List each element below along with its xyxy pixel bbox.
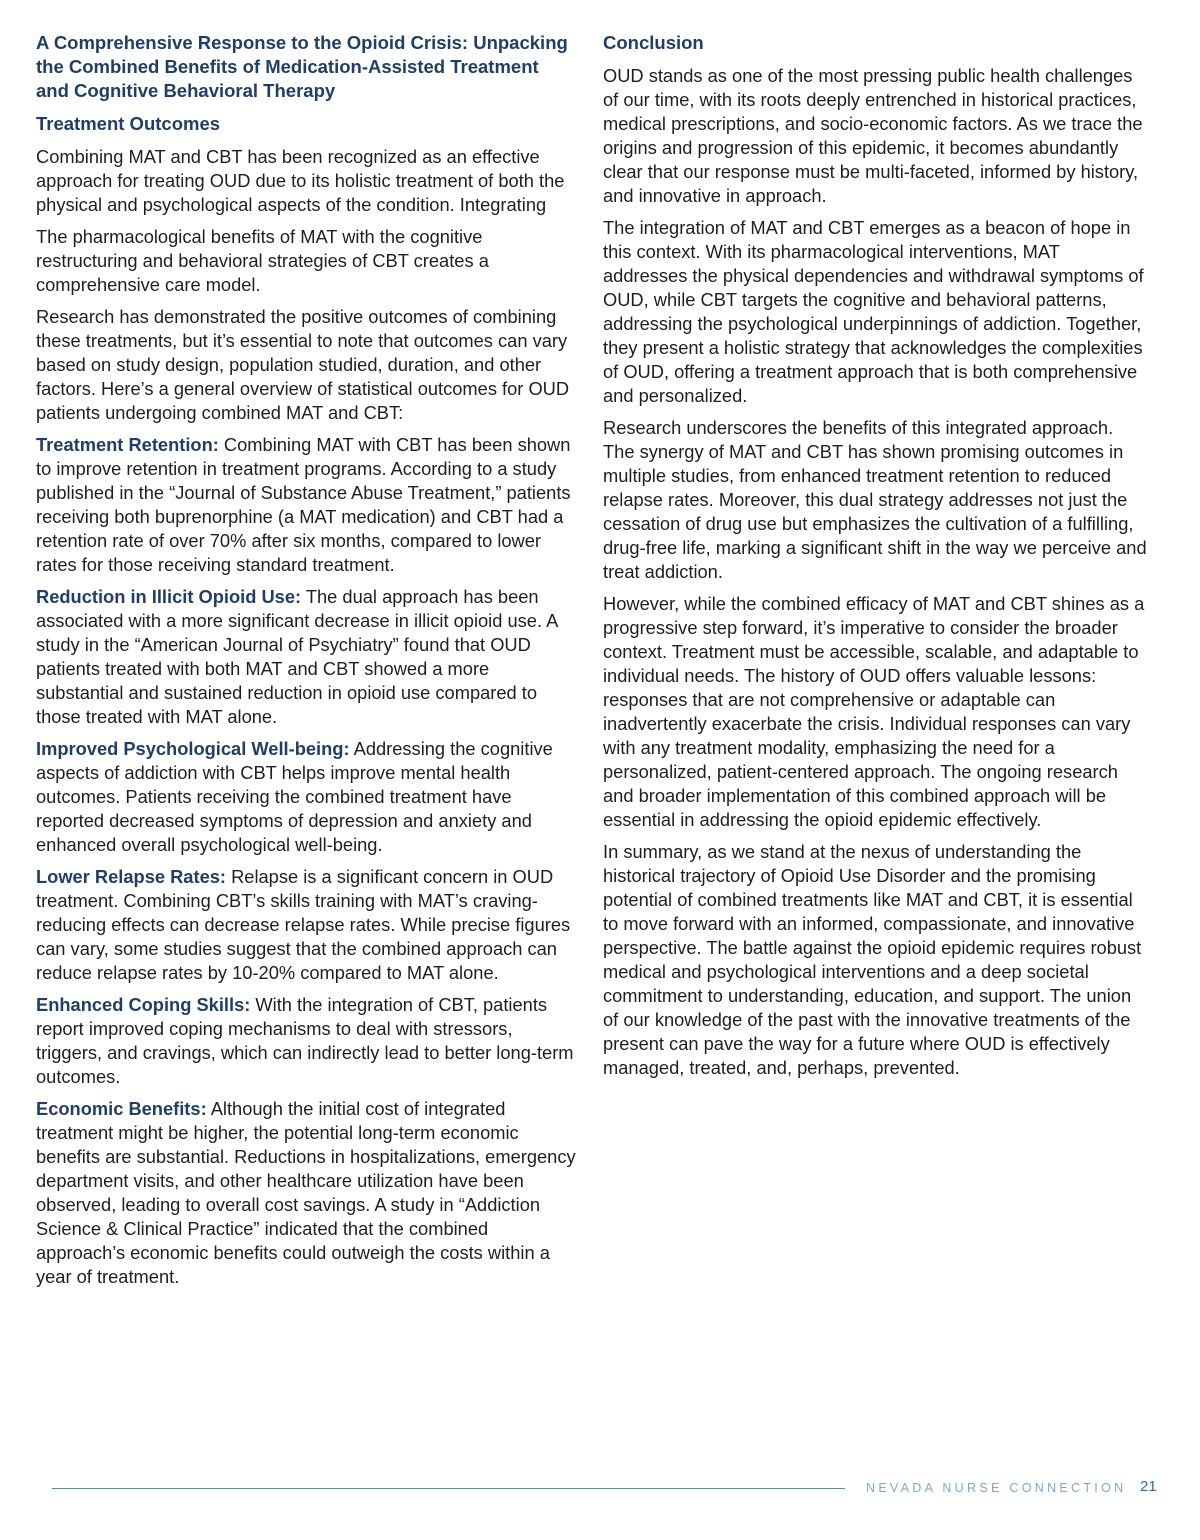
conclusion-paragraph: The integration of MAT and CBT emerges as a beacon of hope in this context. With its pharmacological interventions, MAT addresses the physical dependencies and withdrawal symptoms of OUD, while CBT targets the cognitive and behavioral patterns, addressing the psychological underpinnings of addiction. Together, they present a holistic strategy that acknowledges the complexities of OUD, offering a treatment approach that is both comprehensive and personalized. [603,217,1144,406]
footer-rule [52,1488,845,1489]
outcome-economic-benefits [36,1097,576,1289]
treatment-outcomes-heading: Treatment Outcomes [36,113,221,134]
article-title: A Comprehensive Response to the Opioid Crisis: Unpacking the Combined Benefits of Medication-Assisted Treatment and Cognitive Behavioral Therapy [36,32,568,101]
outcome-lead: Treatment Retention: [36,434,219,455]
outcome-reduction-illicit-opioid-use [36,585,576,729]
outcome-lead: Enhanced Coping Skills: [36,994,251,1015]
intro-paragraph: Research has demonstrated the positive outcomes of combining these treatments, but it’s essential to note that outcomes can vary based on study design, population studied, duration, and other factors. Here’s a general overview of statistical outcomes for OUD patients undergoing combined MAT and CBT: [36,306,570,423]
conclusion-paragraph: Research underscores the benefits of this integrated approach. The synergy of MAT and CBT has shown promising outcomes in multiple studies, from enhanced treatment retention to reduced relapse rates. Moreover, this dual strategy addresses not just the cessation of drug use but emphasizes the cultivation of a fulfilling, drug-free life, marking a significant shift in the way we perceive and treat addiction. [603,417,1147,582]
outcome-treatment-retention [36,433,576,577]
outcome-text: Addressing the cognitive aspects of addiction with CBT helps improve mental health outcomes. Patients receiving the combined treatment have reported decreased symptoms of depression and anxiety and enhanced overall psychological well-being. [36,738,553,855]
outcome-text: Relapse is a significant concern in OUD treatment. Combining CBT’s skills training with MAT’s craving-reducing effects can decrease relapse rates. While precise figures can vary, some studies suggest that the combined approach can reduce relapse rates by 10-20% compared to MAT alone. [36,866,571,983]
conclusion-paragraph: OUD stands as one of the most pressing public health challenges of our time, with its roots deeply entrenched in historical practices, medical prescriptions, and socio-economic factors. As we trace the origins and progression of this epidemic, it becomes abundantly clear that our response must be multi-faceted, informed by history, and innovative in approach. [603,65,1143,206]
outcome-text: Combining MAT with CBT has been shown to improve retention in treatment programs. According to a study published in the “Journal of Substance Abuse Treatment,” patients receiving both buprenorphine (a MAT medication) and CBT had a retention rate of over 70% after six months, compared to lower rates for those receiving standard treatment. [36,434,571,575]
outcome-enhanced-coping-skills [36,993,576,1089]
conclusion-paragraph: However, while the combined efficacy of MAT and CBT shines as a progressive step forward, it’s imperative to consider the broader context. Treatment must be accessible, scalable, and adaptable to individual needs. The history of OUD offers valuable lessons: responses that are not comprehensive or adaptable can inadvertently exacerbate the crisis. Individual responses can vary with any treatment modality, emphasizing the need for a personalized, patient-centered approach. The ongoing research and broader implementation of this combined approach will be essential in addressing the opioid epidemic effectively. [603,593,1145,830]
conclusion-heading: Conclusion [603,32,704,53]
left-column [36,31,576,1297]
conclusion-paragraph: In summary, as we stand at the nexus of understanding the historical trajectory of Opioid Use Disorder and the promising potential of combined treatments like MAT and CBT, it is essential to move forward with an informed, compassionate, and innovative perspective. The battle against the opioid epidemic requires robust medical and psychological interventions and a deep societal commitment to understanding, education, and support. The union of our knowledge of the past with the innovative treatments of the present can pave the way for a future where OUD is effectively managed, treated, and, perhaps, prevented. [603,841,1142,1078]
intro-paragraph: The pharmacological benefits of MAT with the cognitive restructuring and behavioral strategies of CBT creates a comprehensive care model. [36,226,489,295]
outcome-lead: Reduction in Illicit Opioid Use: [36,586,302,607]
intro-paragraph: Combining MAT and CBT has been recognized as an effective approach for treating OUD due to its holistic treatment of both the physical and psychological aspects of the condition. Integrating [36,146,565,215]
outcome-lead: Improved Psychological Well-being: [36,738,350,759]
right-column [603,31,1148,1088]
outcome-lead: Economic Benefits: [36,1098,207,1119]
outcome-text: With the integration of CBT, patients report improved coping mechanisms to deal with stressors, triggers, and cravings, which can indirectly lead to better long-term outcomes. [36,994,574,1087]
outcome-text: Although the initial cost of integrated treatment might be higher, the potential long-term economic benefits are substantial. Reductions in hospitalizations, emergency department visits, and other healthcare utilization have been observed, leading to overall cost savings. A study in “Addiction Science & Clinical Practice” indicated that the combined approach’s economic benefits could outweigh the costs within a year of treatment. [36,1098,576,1287]
outcome-lower-relapse-rates [36,865,576,985]
page-number: 21 [1140,1478,1157,1495]
outcome-psychological-well-being [36,737,576,857]
outcome-text: The dual approach has been associated with a more significant decrease in illicit opioid use. A study in the “American Journal of Psychiatry” found that OUD patients treated with both MAT and CBT showed a more substantial and sustained reduction in opioid use compared to those treated with MAT alone. [36,586,558,727]
publication-name: NEVADA NURSE CONNECTION [866,1481,1127,1495]
outcome-lead: Lower Relapse Rates: [36,866,226,887]
